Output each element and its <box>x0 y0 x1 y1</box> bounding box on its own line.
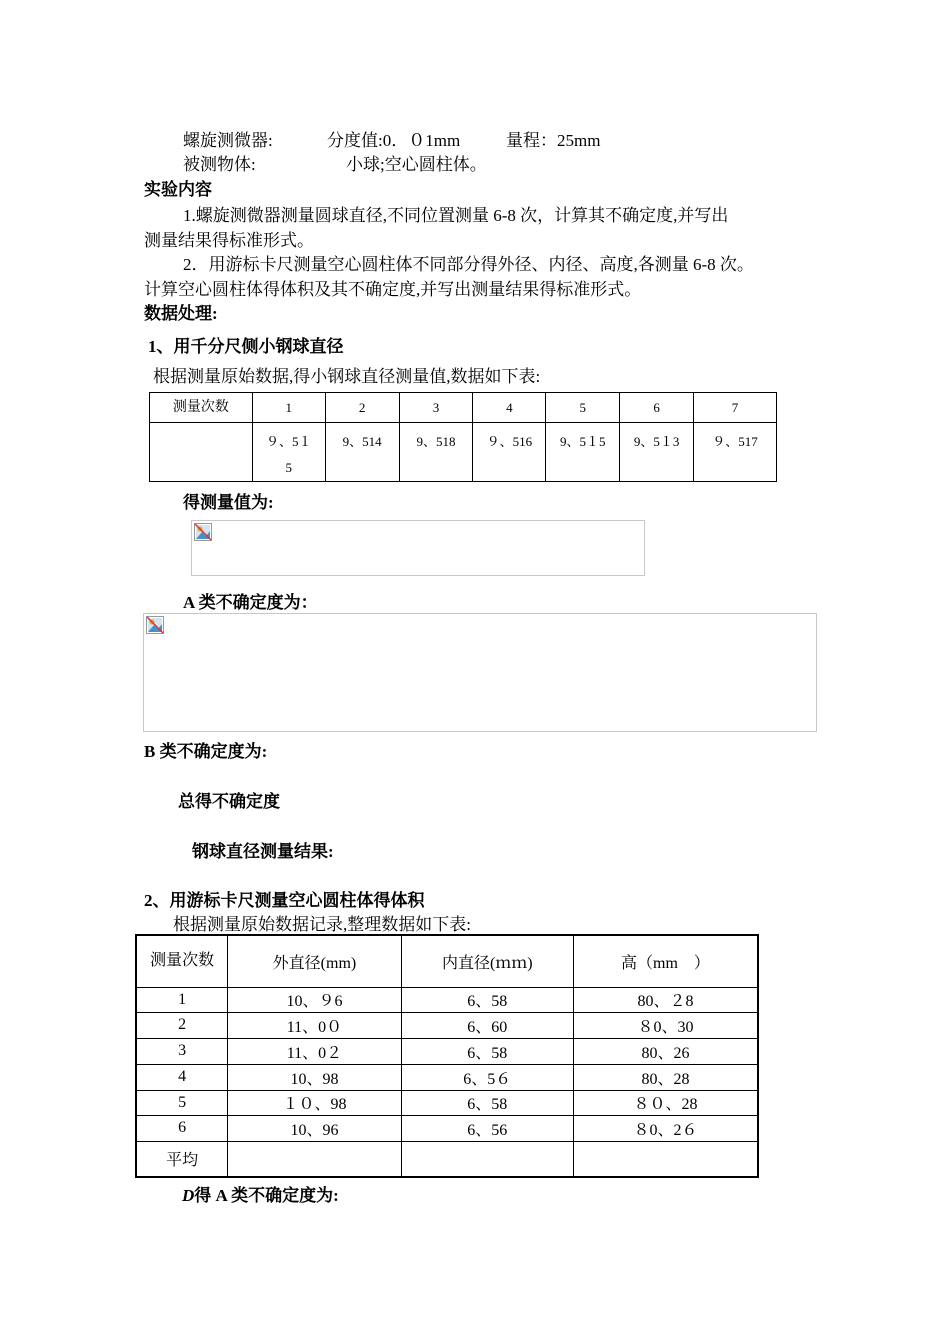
item2-line2: 计算空心圆柱体得体积及其不确定度,并写出测量结果得标准形式。 <box>144 280 642 299</box>
table2-cell <box>573 1141 758 1177</box>
table-row <box>136 1038 758 1064</box>
content-heading: 实验内容 <box>144 180 212 199</box>
result-label: 钢球直径测量结果: <box>192 842 334 861</box>
d-symbol: D <box>182 1186 195 1205</box>
table-row <box>136 1090 758 1115</box>
broken-image-icon <box>194 523 212 541</box>
table2-cell: 5 <box>136 1090 228 1115</box>
measured-value-label: 得测量值为: <box>183 493 274 512</box>
table2-cell: １０、98 <box>228 1090 401 1115</box>
item1-line1: 1.螺旋测微器测量圆球直径,不同位置测量 6-8 次，计算其不确定度,并写出 <box>183 206 729 225</box>
table2-cell: 10、96 <box>228 1115 401 1141</box>
table1-value: ９、516 <box>473 423 546 482</box>
table1-index: 4 <box>473 393 546 423</box>
table1-index: 1 <box>252 393 325 423</box>
steel-ball-table <box>149 392 777 482</box>
table2-cell: 6、58 <box>401 1090 573 1115</box>
table1-value: 9、5１5 <box>546 423 620 482</box>
table2-cell <box>401 1141 573 1177</box>
section2-intro: 根据测量原始数据记录,整理数据如下表: <box>173 915 471 934</box>
type-a-label: A 类不确定度为： <box>183 593 318 612</box>
cylinder-table <box>135 934 759 1178</box>
broken-image-icon <box>146 616 164 634</box>
formula-image-type-a <box>143 613 817 732</box>
table-row <box>136 1064 758 1090</box>
table2-cell: 6、58 <box>401 987 573 1012</box>
table1-value: ９、5１5 <box>252 423 325 482</box>
table1-value: 9、514 <box>325 423 399 482</box>
table2-cell: 6、5６ <box>401 1064 573 1090</box>
total-uncertainty-label: 总得不确定度 <box>178 792 280 811</box>
table2-cell <box>228 1141 401 1177</box>
table2-cell: ８0、30 <box>573 1012 758 1038</box>
object-value: 小球;空心圆柱体。 <box>346 155 487 174</box>
table-row <box>136 1012 758 1038</box>
table2-cell: 80、26 <box>573 1038 758 1064</box>
table1-index: 3 <box>399 393 473 423</box>
item1-line2: 测量结果得标准形式。 <box>144 231 314 250</box>
table1-index: 5 <box>546 393 620 423</box>
table2-header: 内直径(ｍｍ) <box>401 935 573 987</box>
table2-cell: 80、２8 <box>573 987 758 1012</box>
table2-cell: 10、98 <box>228 1064 401 1090</box>
d-type-a-line <box>182 1181 339 1206</box>
table2-cell: 10、９6 <box>228 987 401 1012</box>
table2-cell: 6、58 <box>401 1038 573 1064</box>
processing-heading: 数据处理: <box>144 304 218 323</box>
d-type-a-label: 得 A 类不确定度为: <box>194 1186 339 1205</box>
table2-header: 测量次数 <box>136 935 228 987</box>
table2-cell: ８0、2６ <box>573 1115 758 1141</box>
table1-empty-cell <box>150 423 253 482</box>
table1-index: 2 <box>325 393 399 423</box>
table2-cell: 6 <box>136 1115 228 1141</box>
table2-cell: 6、56 <box>401 1115 573 1141</box>
type-b-label: B 类不确定度为: <box>144 742 268 761</box>
table1-index: 6 <box>620 393 694 423</box>
section1-intro: 根据测量原始数据,得小钢球直径测量值,数据如下表: <box>153 367 541 386</box>
table2-avg-label: 平均 <box>136 1141 228 1177</box>
formula-image-mean <box>191 520 645 576</box>
table1-index: 7 <box>694 393 777 423</box>
micrometer-range: 量程：25mm <box>506 131 601 150</box>
table2-cell: 11、0０ <box>228 1012 401 1038</box>
table2-cell: 2 <box>136 1012 228 1038</box>
section2-title: 2、用游标卡尺测量空心圆柱体得体积 <box>144 891 425 910</box>
table2-header: 高（mm ） <box>573 935 758 987</box>
item2-line1: 2．用游标卡尺测量空心圆柱体不同部分得外径、内径、高度,各测量 6-8 次。 <box>183 255 754 274</box>
table1-header-label: 测量次数 <box>150 393 253 423</box>
table1-value: ９、517 <box>694 423 777 482</box>
object-label: 被测物体: <box>183 155 256 174</box>
table-row <box>136 987 758 1012</box>
table2-cell: 3 <box>136 1038 228 1064</box>
section1-title: 1、用千分尺侧小钢球直径 <box>148 337 344 356</box>
table1-value: 9、518 <box>399 423 473 482</box>
table2-cell: ８０、28 <box>573 1090 758 1115</box>
micrometer-label: 螺旋测微器: <box>183 131 273 150</box>
table2-cell: 80、28 <box>573 1064 758 1090</box>
table2-cell: 6、60 <box>401 1012 573 1038</box>
table2-cell: 4 <box>136 1064 228 1090</box>
micrometer-division: 分度值:0．０1mm <box>327 131 461 150</box>
table2-cell: 1 <box>136 987 228 1012</box>
table2-header: 外直径(mm) <box>228 935 401 987</box>
table1-value: 9、5１3 <box>620 423 694 482</box>
table-row <box>136 1141 758 1177</box>
table-row <box>136 1115 758 1141</box>
table2-cell: 11、0２ <box>228 1038 401 1064</box>
